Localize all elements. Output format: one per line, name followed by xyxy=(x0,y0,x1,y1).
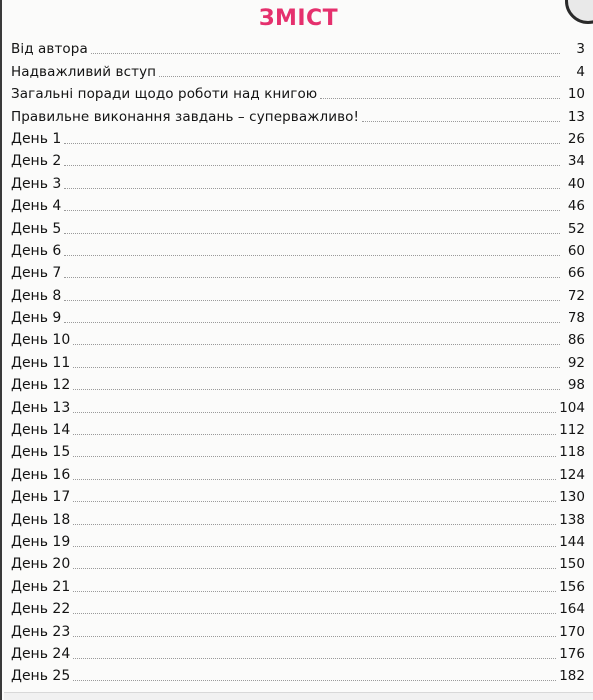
toc-entry xyxy=(11,238,585,260)
toc-entry-label: День 9 xyxy=(11,310,62,327)
dot-leader xyxy=(64,165,560,166)
toc-entry-page-number: 118 xyxy=(559,444,585,461)
dot-leader xyxy=(320,98,560,99)
table-of-contents xyxy=(11,36,585,685)
dot-leader xyxy=(73,344,560,345)
dot-leader xyxy=(73,568,556,569)
toc-entry xyxy=(11,417,585,439)
toc-entry-page-number: 72 xyxy=(567,287,585,304)
dot-leader xyxy=(64,300,560,301)
toc-entry xyxy=(11,215,585,237)
dot-leader xyxy=(73,412,556,413)
toc-entry-page-number: 52 xyxy=(567,220,585,237)
toc-entry xyxy=(11,81,585,103)
toc-entry xyxy=(11,394,585,416)
toc-entry-page-number: 3 xyxy=(576,41,585,58)
toc-entry-page-number: 130 xyxy=(559,489,585,506)
toc-entry xyxy=(11,618,585,640)
dot-leader xyxy=(64,188,560,189)
dot-leader xyxy=(73,456,556,457)
toc-entry-page-number: 46 xyxy=(567,198,585,215)
toc-entry-page-number: 144 xyxy=(559,533,585,550)
toc-entry-label: День 8 xyxy=(11,287,62,304)
toc-entry-label: День 19 xyxy=(11,533,71,550)
toc-entry-page-number: 182 xyxy=(559,668,585,685)
toc-entry-label: День 6 xyxy=(11,242,62,259)
intro-section xyxy=(11,36,585,126)
dot-leader xyxy=(73,434,556,435)
toc-entry xyxy=(11,372,585,394)
toc-entry-label: День 16 xyxy=(11,466,71,483)
toc-entry-page-number: 124 xyxy=(559,466,585,483)
dot-leader xyxy=(73,613,556,614)
toc-entry-label: День 25 xyxy=(11,668,71,685)
toc-entry xyxy=(11,126,585,148)
toc-entry xyxy=(11,193,585,215)
dot-leader xyxy=(64,322,560,323)
dot-leader xyxy=(73,367,560,368)
toc-entry-page-number: 156 xyxy=(559,578,585,595)
toc-entry-page-number: 138 xyxy=(559,511,585,528)
toc-entry-label: День 2 xyxy=(11,153,62,170)
toc-entry-label: День 3 xyxy=(11,175,62,192)
toc-entry-label: День 14 xyxy=(11,422,71,439)
toc-entry-page-number: 66 xyxy=(567,265,585,282)
dot-leader xyxy=(64,255,560,256)
toc-entry xyxy=(11,529,585,551)
dot-leader xyxy=(64,143,560,144)
toc-entry xyxy=(11,461,585,483)
toc-entry-page-number: 86 xyxy=(567,332,585,349)
dot-leader xyxy=(73,680,556,681)
toc-entry-page-number: 34 xyxy=(567,153,585,170)
toc-entry-label: Правильне виконання завдань – суперважливо! xyxy=(11,108,360,125)
toc-entry-label: День 4 xyxy=(11,198,62,215)
toc-entry-label: День 5 xyxy=(11,220,62,237)
dot-leader xyxy=(73,524,556,525)
toc-entry xyxy=(11,663,585,685)
dot-leader xyxy=(73,389,560,390)
toc-entry-label: День 7 xyxy=(11,265,62,282)
toc-entry-label: Від автора xyxy=(11,41,88,58)
dot-leader xyxy=(73,546,556,547)
toc-entry-page-number: 150 xyxy=(559,556,585,573)
dot-leader xyxy=(64,233,560,234)
dot-leader xyxy=(73,479,556,480)
toc-entry-label: День 21 xyxy=(11,578,71,595)
dot-leader xyxy=(64,277,560,278)
toc-entry-page-number: 26 xyxy=(567,130,585,147)
toc-entry-label: День 23 xyxy=(11,623,71,640)
toc-entry-page-number: 104 xyxy=(559,399,585,416)
toc-entry-label: День 18 xyxy=(11,511,71,528)
toc-entry-label: День 13 xyxy=(11,399,71,416)
toc-entry-page-number: 13 xyxy=(567,108,585,125)
toc-entry xyxy=(11,36,585,58)
toc-entry xyxy=(11,305,585,327)
toc-entry xyxy=(11,484,585,506)
toc-entry-page-number: 164 xyxy=(559,601,585,618)
toc-entry-page-number: 4 xyxy=(576,63,585,80)
dot-leader xyxy=(73,636,556,637)
toc-entry-label: День 20 xyxy=(11,556,71,573)
toc-entry xyxy=(11,260,585,282)
toc-entry-label: День 22 xyxy=(11,601,71,618)
toc-entry-label: День 15 xyxy=(11,444,71,461)
dot-leader xyxy=(64,210,560,211)
toc-entry-label: День 11 xyxy=(11,354,71,371)
toc-entry-label: День 17 xyxy=(11,489,71,506)
toc-entry xyxy=(11,596,585,618)
page-title: ЗМІСТ xyxy=(258,6,339,31)
toc-entry xyxy=(11,148,585,170)
toc-entry-page-number: 98 xyxy=(567,377,585,394)
toc-entry xyxy=(11,58,585,80)
toc-entry-page-number: 60 xyxy=(567,242,585,259)
toc-entry-page-number: 176 xyxy=(559,645,585,662)
toc-entry xyxy=(11,551,585,573)
toc-entry xyxy=(11,103,585,125)
toc-entry xyxy=(11,349,585,371)
dot-leader xyxy=(159,76,560,77)
dot-leader xyxy=(73,501,556,502)
toc-entry-page-number: 112 xyxy=(559,422,585,439)
toc-entry-page-number: 78 xyxy=(567,310,585,327)
toc-entry-label: День 10 xyxy=(11,332,71,349)
toc-entry xyxy=(11,282,585,304)
toc-entry-page-number: 92 xyxy=(567,354,585,371)
toc-entry xyxy=(11,439,585,461)
toc-entry-label: День 1 xyxy=(11,130,62,147)
toc-entry-label: Загальні поради щодо роботи над книгою xyxy=(11,86,318,103)
toc-entry-page-number: 40 xyxy=(567,175,585,192)
toc-entry-label: День 24 xyxy=(11,645,71,662)
toc-entry xyxy=(11,641,585,663)
toc-entry xyxy=(11,573,585,595)
dot-leader xyxy=(362,121,560,122)
toc-entry-label: Надважливий вступ xyxy=(11,63,157,80)
toc-entry xyxy=(11,170,585,192)
toc-entry-label: День 12 xyxy=(11,377,71,394)
toc-entry-page-number: 10 xyxy=(567,86,585,103)
toc-entry xyxy=(11,506,585,528)
dot-leader xyxy=(73,591,556,592)
dot-leader xyxy=(73,658,556,659)
days-section xyxy=(11,126,585,686)
toc-entry xyxy=(11,327,585,349)
dot-leader xyxy=(91,53,560,54)
cropped-next-line xyxy=(4,692,593,700)
toc-entry-page-number: 170 xyxy=(559,623,585,640)
